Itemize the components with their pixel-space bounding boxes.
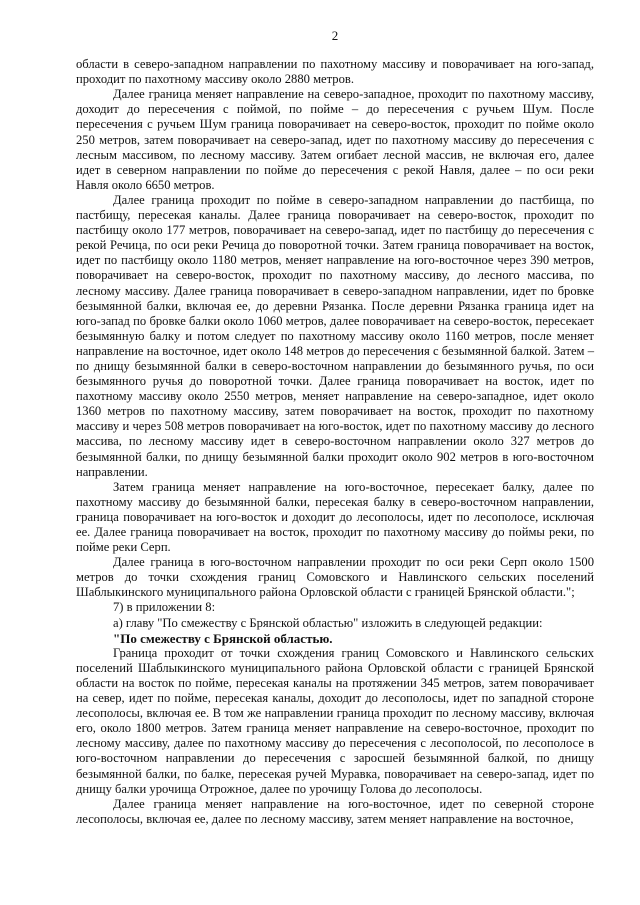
document-page [76,28,594,827]
page-number: 2 [331,28,339,43]
paragraph: Затем граница меняет направление на юго-восточное, пересекает балку, далее по пахотному массиву до безымянной балки, пересекая балку в северо-восточном направлении, граница поворачивает на юго-восток и доходит до лесополосы, идет по лесополосе, исключая ее. Далее граница поворачивает на восток, проходит по пахотному массиву до поймы реки, по пойме реки Серп. [76,479,594,555]
paragraph: Далее граница меняет направление на юго-восточное, идет по северной стороне лесополосы, включая ее, далее по лесному массиву, затем меняет направление на восточное, [76,796,594,826]
paragraph: Далее граница проходит по пойме в северо-западном направлении до пастбища, по пастбищу, пересекая каналы. Далее граница поворачивает на северо-восток, проходит по пастбищу около 177 метров, поворачивает на северо-запад, идет по пастбищу до пересечения с рекой Речица, по оси реки Речица до поворотной точки. Затем граница поворачивает на восток, идет по пастбищу около 1180 метров, меняет направление на юго-восточное через 390 метров, поворачивает на северо-восток, проходит по пахотному массиву, до лесного массива, по лесному массиву. Далее граница поворачивает в северо-западном направлении, идет по бровке безымянной балки, включая ее, до деревни Рязанка. После деревни Рязанка граница идет на юго-запад по бровке балки около 1060 метров, далее поворачивает на северо-восток, пересекает безымянную балку и потом следует по пахотному массиву около 1160 метров, после меняет направление на восточное, идет около 148 метров до пересечения с безымянной балкой. Затем – по днищу безымянной балки в северо-восточном направлении до безымянного ручья, по оси безымянного ручья до поворотной точки. Далее граница поворачивает на восток, идет по пахотному массиву около 2550 метров, меняет направление на северо-западное, идет около 1360 метров по пахотному массиву, затем поворачивает на восток, проходит по пахотному массиву и через 508 метров поворачивает на юго-восток, идет по пахотному массиву до лесного массива, по лесному массиву идет в северо-восточном направлении около 327 метров до безымянной балки, по днищу безымянной балки проходит около 902 метров в юго-восточном направлении. [76,192,594,479]
paragraph: Далее граница меняет направление на северо-западное, проходит по пахотному массиву, доходит до пересечения с поймой, по пойме – до пересечения с ручьем Шум. После пересечения с ручьем Шум граница поворачивает на северо-восток, проходит по пойме около 250 метров, затем поворачивает на северо-запад, идет по пахотному массиву до пересечения с лесным массивом, по лесному массиву. Затем огибает лесной массив, не включая его, далее идет в северном направлении по пойме до пересечения с рекой Навля, далее – по оси реки Навля около 6650 метров. [76,87,594,192]
paragraph: Далее граница в юго-восточном направлении проходит по оси реки Серп около 1500 метров до точки схождения границ Сомовского и Навлинского сельских поселений Шаблыкинского муниципального района Орловской области с границей Брянской области."; [76,555,594,600]
paragraph: 7) в приложении 8: [113,600,216,615]
paragraph: Граница проходит от точки схождения границ Сомовского и Навлинского сельских поселений Шаблыкинского муниципального района Орловской области с границей Брянской области на восток по пойме, пересекая каналы на протяжении 345 метров, затем поворачивает на север, идет по пойме, пересекая каналы, доходит до лесополосы, идет по западной стороне лесополосы, включая ее. В том же направлении граница проходит по лесному массиву, включая его, около 1800 метров. Затем граница меняет направление на северо-восточное, проходит по лесному массиву, далее по пахотному массиву до пересечения с лесополосой, по лесополосе в юго-восточном направлении до пересечения с заросшей безымянной балкой, по днищу безымянной балки, по балке, пересекая ручей Муравка, поворачивает на северо-запад, идет по днищу балки урочища Отрожное, далее по урочищу Голова до лесополосы. [76,645,594,796]
document-body [76,57,594,827]
paragraph: а) главу "По смежеству с Брянской областью" изложить в следующей редакции: [113,615,543,630]
paragraph: области в северо-западном направлении по пахотному массиву и поворачивает на юго-запад, проходит по пахотному массиву около 2880 метров. [76,57,594,87]
section-heading: "По смежеству с Брянской областью. [113,630,333,646]
